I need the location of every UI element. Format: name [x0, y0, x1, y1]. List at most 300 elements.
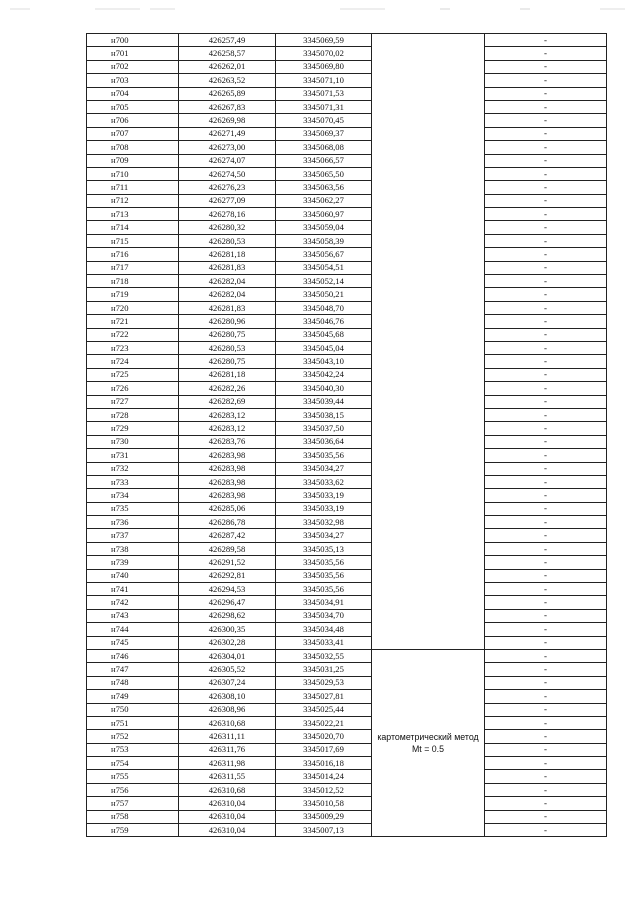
error-cell: - — [485, 382, 607, 395]
point-name-cell: н714 — [87, 221, 179, 234]
y-coordinate-cell: 3345035,13 — [276, 542, 372, 555]
table-row — [87, 408, 607, 421]
error-cell: - — [485, 328, 607, 341]
x-coordinate-cell: 426302,28 — [179, 636, 276, 649]
table-row — [87, 542, 607, 555]
table-row — [87, 489, 607, 502]
error-cell: - — [485, 408, 607, 421]
point-name-cell: н750 — [87, 703, 179, 716]
x-coordinate-cell: 426283,98 — [179, 462, 276, 475]
y-coordinate-cell: 3345032,98 — [276, 516, 372, 529]
x-coordinate-cell: 426298,62 — [179, 609, 276, 622]
point-name-cell: н715 — [87, 234, 179, 247]
x-coordinate-cell: 426280,75 — [179, 355, 276, 368]
y-coordinate-cell: 3345070,02 — [276, 47, 372, 60]
error-cell: - — [485, 422, 607, 435]
x-coordinate-cell: 426283,12 — [179, 408, 276, 421]
error-cell: - — [485, 47, 607, 60]
x-coordinate-cell: 426273,00 — [179, 141, 276, 154]
error-cell: - — [485, 743, 607, 756]
x-coordinate-cell: 426311,11 — [179, 730, 276, 743]
point-name-cell: н728 — [87, 408, 179, 421]
table-row — [87, 716, 607, 729]
table-row — [87, 208, 607, 221]
y-coordinate-cell: 3345045,68 — [276, 328, 372, 341]
error-cell: - — [485, 449, 607, 462]
y-coordinate-cell: 3345009,29 — [276, 810, 372, 823]
point-name-cell: н742 — [87, 596, 179, 609]
point-name-cell: н719 — [87, 288, 179, 301]
error-cell: - — [485, 395, 607, 408]
y-coordinate-cell: 3345056,67 — [276, 248, 372, 261]
error-cell: - — [485, 154, 607, 167]
y-coordinate-cell: 3345063,56 — [276, 181, 372, 194]
point-name-cell: н705 — [87, 100, 179, 113]
coordinates-table — [86, 33, 607, 837]
y-coordinate-cell: 3345033,41 — [276, 636, 372, 649]
x-coordinate-cell: 426282,26 — [179, 382, 276, 395]
point-name-cell: н704 — [87, 87, 179, 100]
y-coordinate-cell: 3345034,27 — [276, 462, 372, 475]
y-coordinate-cell: 3345034,91 — [276, 596, 372, 609]
point-name-cell: н743 — [87, 609, 179, 622]
table-row — [87, 382, 607, 395]
x-coordinate-cell: 426283,12 — [179, 422, 276, 435]
x-coordinate-cell: 426280,53 — [179, 341, 276, 354]
y-coordinate-cell: 3345059,04 — [276, 221, 372, 234]
error-cell: - — [485, 649, 607, 662]
table-row — [87, 663, 607, 676]
table-row — [87, 609, 607, 622]
y-coordinate-cell: 3345058,39 — [276, 234, 372, 247]
x-coordinate-cell: 426310,68 — [179, 716, 276, 729]
table-row — [87, 261, 607, 274]
point-name-cell: н721 — [87, 315, 179, 328]
point-name-cell: н722 — [87, 328, 179, 341]
y-coordinate-cell: 3345045,04 — [276, 341, 372, 354]
point-name-cell: н702 — [87, 60, 179, 73]
x-coordinate-cell: 426308,10 — [179, 690, 276, 703]
error-cell: - — [485, 74, 607, 87]
x-coordinate-cell: 426310,04 — [179, 824, 276, 837]
table-row — [87, 422, 607, 435]
y-coordinate-cell: 3345031,25 — [276, 663, 372, 676]
error-cell: - — [485, 824, 607, 837]
y-coordinate-cell: 3345069,37 — [276, 127, 372, 140]
x-coordinate-cell: 426280,32 — [179, 221, 276, 234]
point-name-cell: н706 — [87, 114, 179, 127]
x-coordinate-cell: 426265,89 — [179, 87, 276, 100]
table-row — [87, 328, 607, 341]
error-cell: - — [485, 583, 607, 596]
point-name-cell: н756 — [87, 783, 179, 796]
error-cell: - — [485, 757, 607, 770]
point-name-cell: н710 — [87, 167, 179, 180]
x-coordinate-cell: 426281,18 — [179, 368, 276, 381]
y-coordinate-cell: 3345048,70 — [276, 301, 372, 314]
table-row — [87, 449, 607, 462]
point-name-cell: н723 — [87, 341, 179, 354]
error-cell: - — [485, 636, 607, 649]
table-row — [87, 475, 607, 488]
y-coordinate-cell: 3345010,58 — [276, 797, 372, 810]
y-coordinate-cell: 3345016,18 — [276, 757, 372, 770]
table-row — [87, 87, 607, 100]
table-row — [87, 730, 607, 743]
error-cell: - — [485, 368, 607, 381]
x-coordinate-cell: 426276,23 — [179, 181, 276, 194]
error-cell: - — [485, 676, 607, 689]
table-row — [87, 462, 607, 475]
y-coordinate-cell: 3345039,44 — [276, 395, 372, 408]
table-row — [87, 757, 607, 770]
error-cell: - — [485, 783, 607, 796]
point-name-cell: н745 — [87, 636, 179, 649]
x-coordinate-cell: 426286,78 — [179, 516, 276, 529]
error-cell: - — [485, 114, 607, 127]
x-coordinate-cell: 426281,83 — [179, 261, 276, 274]
error-cell: - — [485, 261, 607, 274]
x-coordinate-cell: 426274,07 — [179, 154, 276, 167]
error-cell: - — [485, 127, 607, 140]
table-row — [87, 355, 607, 368]
error-cell: - — [485, 221, 607, 234]
table-row — [87, 783, 607, 796]
point-name-cell: н749 — [87, 690, 179, 703]
table-row — [87, 248, 607, 261]
error-cell: - — [485, 100, 607, 113]
table-row — [87, 395, 607, 408]
x-coordinate-cell: 426310,04 — [179, 797, 276, 810]
error-cell: - — [485, 623, 607, 636]
x-coordinate-cell: 426310,04 — [179, 810, 276, 823]
point-name-cell: н712 — [87, 194, 179, 207]
y-coordinate-cell: 3345070,45 — [276, 114, 372, 127]
table-row — [87, 703, 607, 716]
point-name-cell: н713 — [87, 208, 179, 221]
table-row — [87, 127, 607, 140]
error-cell: - — [485, 141, 607, 154]
error-cell: - — [485, 475, 607, 488]
y-coordinate-cell: 3345022,21 — [276, 716, 372, 729]
error-cell: - — [485, 810, 607, 823]
table-row — [87, 234, 607, 247]
error-cell: - — [485, 435, 607, 448]
x-coordinate-cell: 426278,16 — [179, 208, 276, 221]
error-cell: - — [485, 167, 607, 180]
point-name-cell: н726 — [87, 382, 179, 395]
point-name-cell: н754 — [87, 757, 179, 770]
error-cell: - — [485, 208, 607, 221]
y-coordinate-cell: 3345032,55 — [276, 649, 372, 662]
point-name-cell: н759 — [87, 824, 179, 837]
point-name-cell: н735 — [87, 502, 179, 515]
x-coordinate-cell: 426282,69 — [179, 395, 276, 408]
error-cell: - — [485, 275, 607, 288]
table-row — [87, 676, 607, 689]
x-coordinate-cell: 426311,76 — [179, 743, 276, 756]
table-row — [87, 797, 607, 810]
point-name-cell: н755 — [87, 770, 179, 783]
x-coordinate-cell: 426283,76 — [179, 435, 276, 448]
point-name-cell: н748 — [87, 676, 179, 689]
table-row — [87, 74, 607, 87]
x-coordinate-cell: 426289,58 — [179, 542, 276, 555]
table-row — [87, 288, 607, 301]
error-cell: - — [485, 341, 607, 354]
x-coordinate-cell: 426280,96 — [179, 315, 276, 328]
table-row — [87, 810, 607, 823]
error-cell: - — [485, 663, 607, 676]
x-coordinate-cell: 426283,98 — [179, 449, 276, 462]
error-cell: - — [485, 556, 607, 569]
error-cell: - — [485, 462, 607, 475]
error-cell: - — [485, 489, 607, 502]
table-row — [87, 569, 607, 582]
point-name-cell: н737 — [87, 529, 179, 542]
error-cell: - — [485, 529, 607, 542]
y-coordinate-cell: 3345035,56 — [276, 569, 372, 582]
point-name-cell: н746 — [87, 649, 179, 662]
point-name-cell: н711 — [87, 181, 179, 194]
error-cell: - — [485, 542, 607, 555]
table-row — [87, 194, 607, 207]
x-coordinate-cell: 426305,52 — [179, 663, 276, 676]
table-row — [87, 315, 607, 328]
y-coordinate-cell: 3345037,50 — [276, 422, 372, 435]
point-name-cell: н725 — [87, 368, 179, 381]
y-coordinate-cell: 3345069,80 — [276, 60, 372, 73]
x-coordinate-cell: 426300,35 — [179, 623, 276, 636]
method-cell-upper — [372, 34, 485, 650]
x-coordinate-cell: 426294,53 — [179, 583, 276, 596]
table-row — [87, 60, 607, 73]
point-name-cell: н700 — [87, 34, 179, 47]
x-coordinate-cell: 426311,55 — [179, 770, 276, 783]
point-name-cell: н758 — [87, 810, 179, 823]
error-cell: - — [485, 797, 607, 810]
point-name-cell: н752 — [87, 730, 179, 743]
y-coordinate-cell: 3345035,56 — [276, 449, 372, 462]
table-row — [87, 516, 607, 529]
error-cell: - — [485, 716, 607, 729]
x-coordinate-cell: 426267,83 — [179, 100, 276, 113]
y-coordinate-cell: 3345033,62 — [276, 475, 372, 488]
point-name-cell: н731 — [87, 449, 179, 462]
x-coordinate-cell: 426262,01 — [179, 60, 276, 73]
y-coordinate-cell: 3345014,24 — [276, 770, 372, 783]
table-row — [87, 529, 607, 542]
table-row — [87, 556, 607, 569]
point-name-cell: н716 — [87, 248, 179, 261]
y-coordinate-cell: 3345036,64 — [276, 435, 372, 448]
point-name-cell: н708 — [87, 141, 179, 154]
y-coordinate-cell: 3345042,24 — [276, 368, 372, 381]
point-name-cell: н730 — [87, 435, 179, 448]
point-name-cell: н741 — [87, 583, 179, 596]
y-coordinate-cell: 3345034,70 — [276, 609, 372, 622]
y-coordinate-cell: 3345029,53 — [276, 676, 372, 689]
point-name-cell: н738 — [87, 542, 179, 555]
y-coordinate-cell: 3345033,19 — [276, 489, 372, 502]
x-coordinate-cell: 426258,57 — [179, 47, 276, 60]
table-row — [87, 341, 607, 354]
point-name-cell: н707 — [87, 127, 179, 140]
point-name-cell: н729 — [87, 422, 179, 435]
y-coordinate-cell: 3345071,53 — [276, 87, 372, 100]
error-cell: - — [485, 690, 607, 703]
table-row — [87, 435, 607, 448]
x-coordinate-cell: 426283,98 — [179, 489, 276, 502]
x-coordinate-cell: 426311,98 — [179, 757, 276, 770]
y-coordinate-cell: 3345046,76 — [276, 315, 372, 328]
table-row — [87, 690, 607, 703]
table-row — [87, 502, 607, 515]
table-row — [87, 824, 607, 837]
x-coordinate-cell: 426307,24 — [179, 676, 276, 689]
error-cell: - — [485, 248, 607, 261]
y-coordinate-cell: 3345007,13 — [276, 824, 372, 837]
y-coordinate-cell: 3345035,56 — [276, 583, 372, 596]
table-row — [87, 596, 607, 609]
point-name-cell: н744 — [87, 623, 179, 636]
error-cell: - — [485, 60, 607, 73]
x-coordinate-cell: 426281,18 — [179, 248, 276, 261]
x-coordinate-cell: 426269,98 — [179, 114, 276, 127]
x-coordinate-cell: 426304,01 — [179, 649, 276, 662]
error-cell: - — [485, 87, 607, 100]
error-cell: - — [485, 770, 607, 783]
x-coordinate-cell: 426282,04 — [179, 288, 276, 301]
point-name-cell: н733 — [87, 475, 179, 488]
point-name-cell: н747 — [87, 663, 179, 676]
table-row — [87, 114, 607, 127]
x-coordinate-cell: 426263,52 — [179, 74, 276, 87]
point-name-cell: н718 — [87, 275, 179, 288]
table-row — [87, 221, 607, 234]
x-coordinate-cell: 426291,52 — [179, 556, 276, 569]
x-coordinate-cell: 426282,04 — [179, 275, 276, 288]
y-coordinate-cell: 3345062,27 — [276, 194, 372, 207]
point-name-cell: н753 — [87, 743, 179, 756]
point-name-cell: н751 — [87, 716, 179, 729]
y-coordinate-cell: 3345069,59 — [276, 34, 372, 47]
y-coordinate-cell: 3345065,50 — [276, 167, 372, 180]
table-row — [87, 154, 607, 167]
y-coordinate-cell: 3345066,57 — [276, 154, 372, 167]
point-name-cell: н717 — [87, 261, 179, 274]
error-cell: - — [485, 288, 607, 301]
x-coordinate-cell: 426281,83 — [179, 301, 276, 314]
table-row — [87, 141, 607, 154]
x-coordinate-cell: 426277,09 — [179, 194, 276, 207]
error-cell: - — [485, 569, 607, 582]
scan-noise — [0, 4, 640, 14]
point-name-cell: н732 — [87, 462, 179, 475]
y-coordinate-cell: 3345068,08 — [276, 141, 372, 154]
table-row — [87, 636, 607, 649]
error-cell: - — [485, 502, 607, 515]
table-row — [87, 623, 607, 636]
point-name-cell: н740 — [87, 569, 179, 582]
y-coordinate-cell: 3345038,15 — [276, 408, 372, 421]
table-row — [87, 301, 607, 314]
x-coordinate-cell: 426280,75 — [179, 328, 276, 341]
table-row — [87, 583, 607, 596]
point-name-cell: н734 — [87, 489, 179, 502]
error-cell: - — [485, 703, 607, 716]
y-coordinate-cell: 3345027,81 — [276, 690, 372, 703]
point-name-cell: н703 — [87, 74, 179, 87]
error-cell: - — [485, 181, 607, 194]
table-row — [87, 47, 607, 60]
error-cell: - — [485, 355, 607, 368]
y-coordinate-cell: 3345071,10 — [276, 74, 372, 87]
table-row — [87, 34, 607, 47]
table-row — [87, 770, 607, 783]
point-name-cell: н757 — [87, 797, 179, 810]
error-cell: - — [485, 194, 607, 207]
point-name-cell: н739 — [87, 556, 179, 569]
table-row — [87, 275, 607, 288]
y-coordinate-cell: 3345025,44 — [276, 703, 372, 716]
y-coordinate-cell: 3345054,51 — [276, 261, 372, 274]
error-cell: - — [485, 234, 607, 247]
point-name-cell: н709 — [87, 154, 179, 167]
y-coordinate-cell: 3345017,69 — [276, 743, 372, 756]
y-coordinate-cell: 3345034,27 — [276, 529, 372, 542]
y-coordinate-cell: 3345020,70 — [276, 730, 372, 743]
point-name-cell: н727 — [87, 395, 179, 408]
x-coordinate-cell: 426310,68 — [179, 783, 276, 796]
error-cell: - — [485, 609, 607, 622]
x-coordinate-cell: 426296,47 — [179, 596, 276, 609]
x-coordinate-cell: 426257,49 — [179, 34, 276, 47]
table-row — [87, 100, 607, 113]
y-coordinate-cell: 3345060,97 — [276, 208, 372, 221]
y-coordinate-cell: 3345050,21 — [276, 288, 372, 301]
x-coordinate-cell: 426285,06 — [179, 502, 276, 515]
y-coordinate-cell: 3345071,31 — [276, 100, 372, 113]
y-coordinate-cell: 3345012,52 — [276, 783, 372, 796]
y-coordinate-cell: 3345035,56 — [276, 556, 372, 569]
x-coordinate-cell: 426308,96 — [179, 703, 276, 716]
table-row — [87, 743, 607, 756]
error-cell: - — [485, 34, 607, 47]
error-cell: - — [485, 516, 607, 529]
coordinates-table-body — [87, 34, 607, 837]
x-coordinate-cell: 426287,42 — [179, 529, 276, 542]
y-coordinate-cell: 3345040,30 — [276, 382, 372, 395]
x-coordinate-cell: 426271,49 — [179, 127, 276, 140]
error-cell: - — [485, 315, 607, 328]
x-coordinate-cell: 426283,98 — [179, 475, 276, 488]
table-row — [87, 368, 607, 381]
x-coordinate-cell: 426292,81 — [179, 569, 276, 582]
method-description-cell: картометрический метод Mt = 0.5 — [372, 649, 485, 836]
y-coordinate-cell: 3345034,48 — [276, 623, 372, 636]
point-name-cell: н736 — [87, 516, 179, 529]
x-coordinate-cell: 426274,50 — [179, 167, 276, 180]
error-cell: - — [485, 301, 607, 314]
error-cell: - — [485, 596, 607, 609]
y-coordinate-cell: 3345043,10 — [276, 355, 372, 368]
point-name-cell: н724 — [87, 355, 179, 368]
table-row — [87, 167, 607, 180]
table-row — [87, 649, 607, 662]
y-coordinate-cell: 3345033,19 — [276, 502, 372, 515]
x-coordinate-cell: 426280,53 — [179, 234, 276, 247]
